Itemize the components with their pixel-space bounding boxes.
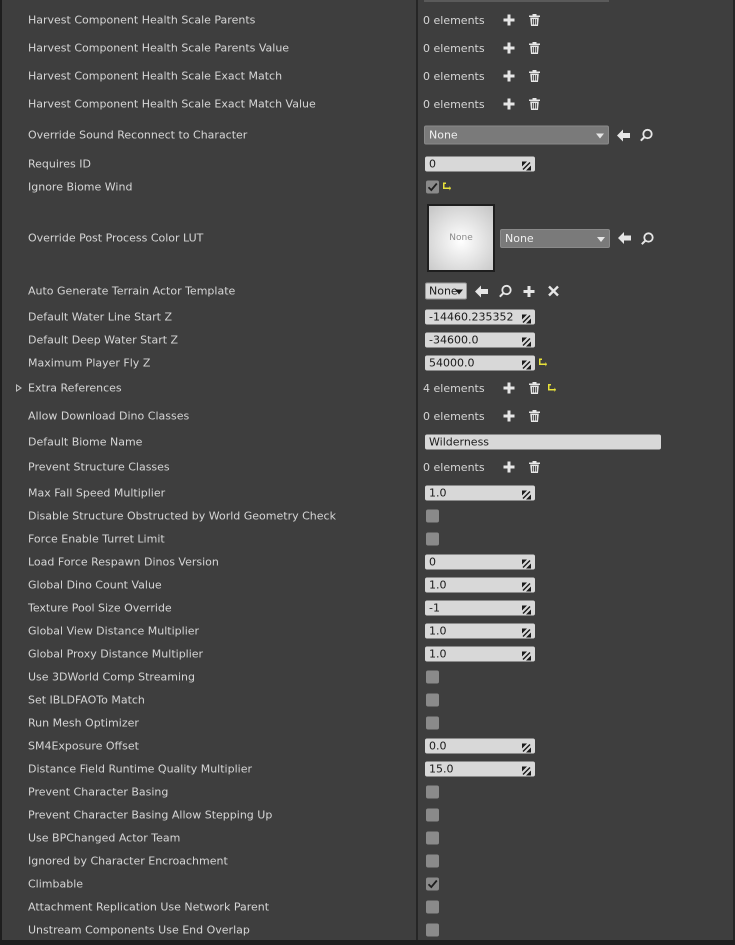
numeric-value: 0.0 [429, 739, 447, 753]
property-label: Default Deep Water Start Z [28, 333, 179, 347]
property-row [2, 124, 733, 146]
property-row [2, 93, 733, 115]
add-element-button[interactable] [501, 40, 517, 56]
property-value [423, 694, 439, 707]
numeric-field[interactable] [425, 762, 535, 777]
asset-dropdown[interactable] [424, 126, 609, 145]
delete-all-button[interactable] [526, 96, 542, 112]
property-label: Auto Generate Terrain Actor Template [28, 284, 236, 298]
drag-handle-icon[interactable] [522, 336, 531, 351]
property-value [423, 786, 439, 799]
property-label: Disable Structure Obstructed by World Geometry Check [28, 509, 336, 523]
property-value [423, 12, 551, 28]
property-row [2, 352, 733, 374]
property-row [2, 735, 733, 757]
property-row [2, 666, 733, 688]
dropdown-value: None [429, 284, 458, 298]
property-value [423, 459, 551, 475]
add-element-button[interactable] [501, 459, 517, 475]
property-row [2, 377, 733, 399]
property-value [425, 624, 535, 639]
property-value [425, 333, 535, 348]
property-label: Override Post Process Color LUT [28, 231, 204, 245]
property-label: Climbable [28, 877, 84, 891]
drag-handle-icon[interactable] [522, 558, 531, 573]
property-value [423, 878, 439, 891]
property-row [2, 919, 733, 941]
property-row [2, 827, 733, 849]
property-label: Distance Field Runtime Quality Multiplier [28, 762, 252, 776]
numeric-field[interactable] [425, 356, 535, 371]
property-value [425, 762, 535, 777]
numeric-value: 1.0 [429, 578, 447, 592]
property-label: Ignore Biome Wind [28, 180, 133, 194]
property-value [423, 855, 439, 868]
array-count: 0 elements [423, 13, 485, 27]
browse-button[interactable] [638, 127, 654, 143]
array-count: 0 elements [423, 41, 485, 55]
checkbox-checked[interactable] [426, 878, 439, 891]
numeric-field[interactable] [425, 555, 535, 570]
array-count: 0 elements [423, 460, 485, 474]
checkbox[interactable] [426, 694, 439, 707]
property-value [423, 924, 439, 937]
delete-all-button[interactable] [526, 68, 542, 84]
property-value [425, 555, 535, 570]
property-label: Max Fall Speed Multiplier [28, 486, 166, 500]
property-row [2, 482, 733, 504]
numeric-value: 0 [429, 555, 436, 569]
property-label: Global Dino Count Value [28, 578, 162, 592]
checkbox[interactable] [426, 809, 439, 822]
numeric-field[interactable] [425, 601, 535, 616]
numeric-value: 15.0 [429, 762, 454, 776]
use-selected-button[interactable] [615, 127, 631, 143]
add-element-button[interactable] [501, 408, 517, 424]
clear-button[interactable] [545, 283, 561, 299]
add-element-button[interactable] [501, 380, 517, 396]
delete-all-button[interactable] [526, 380, 542, 396]
numeric-field[interactable] [425, 739, 535, 754]
class-dropdown[interactable] [425, 283, 467, 300]
property-row [2, 873, 733, 895]
property-label: Use BPChanged Actor Team [28, 831, 181, 845]
drag-handle-icon[interactable] [522, 313, 531, 328]
property-value [425, 578, 535, 593]
property-row [2, 153, 733, 175]
panel-bottom-border [0, 940, 735, 945]
add-element-button[interactable] [501, 96, 517, 112]
numeric-value: 54000.0 [429, 356, 475, 370]
delete-all-button[interactable] [526, 408, 542, 424]
property-value [425, 486, 535, 501]
numeric-value: -34600.0 [429, 333, 479, 347]
property-row [2, 781, 733, 803]
property-row [2, 712, 733, 734]
property-row [2, 65, 733, 87]
property-value [423, 533, 439, 546]
property-value [423, 380, 556, 396]
property-value [423, 809, 439, 822]
use-selected-button[interactable] [473, 283, 489, 299]
checkbox-checked[interactable] [426, 181, 439, 194]
property-value [423, 96, 551, 112]
checkbox[interactable] [426, 855, 439, 868]
chevron-down-icon [597, 237, 605, 242]
numeric-field[interactable] [425, 310, 535, 325]
property-value [424, 126, 663, 145]
checkbox[interactable] [426, 671, 439, 684]
drag-handle-icon[interactable] [522, 765, 531, 780]
numeric-value: -1 [429, 601, 440, 615]
property-row [2, 689, 733, 711]
property-row [2, 176, 733, 198]
property-row [2, 551, 733, 573]
numeric-field[interactable] [425, 486, 535, 501]
property-label: Requires ID [28, 157, 91, 171]
drag-handle-icon[interactable] [522, 627, 531, 642]
property-row [2, 203, 733, 273]
property-value [425, 739, 535, 754]
checkbox[interactable] [426, 786, 439, 799]
property-label: Prevent Character Basing Allow Stepping Up [28, 808, 273, 822]
reset-to-default-icon[interactable] [547, 382, 556, 395]
property-label: Attachment Replication Use Network Parent [28, 900, 270, 914]
dropdown-value: None [505, 231, 534, 245]
numeric-value: 1.0 [429, 486, 447, 500]
drag-handle-icon[interactable] [522, 650, 531, 665]
asset-dropdown[interactable] [500, 229, 610, 248]
add-element-button[interactable] [501, 12, 517, 28]
checkbox[interactable] [426, 510, 439, 523]
property-row [2, 804, 733, 826]
drag-handle-icon[interactable] [522, 581, 531, 596]
property-label: Prevent Structure Classes [28, 460, 170, 474]
reset-to-default-icon[interactable] [538, 357, 547, 370]
property-row [2, 280, 733, 302]
property-row [2, 896, 733, 918]
property-label: Default Biome Name [28, 435, 143, 449]
property-row [2, 643, 733, 665]
reset-to-default-icon[interactable] [442, 181, 451, 194]
property-value [425, 601, 535, 616]
property-row [2, 329, 733, 351]
property-row [2, 306, 733, 328]
property-label: SM4Exposure Offset [28, 739, 139, 753]
array-count: 0 elements [423, 409, 485, 423]
delete-all-button[interactable] [526, 459, 542, 475]
add-element-button[interactable] [501, 68, 517, 84]
property-row [2, 758, 733, 780]
drag-handle-icon[interactable] [522, 742, 531, 757]
property-label: Override Sound Reconnect to Character [28, 128, 248, 142]
property-row [2, 574, 733, 596]
property-label: Maximum Player Fly Z [28, 356, 151, 370]
checkbox[interactable] [426, 924, 439, 937]
property-value [423, 510, 439, 523]
property-value [423, 901, 439, 914]
property-row [2, 37, 733, 59]
chevron-down-icon [455, 290, 463, 295]
array-count: 0 elements [423, 97, 485, 111]
checkbox[interactable] [426, 901, 439, 914]
property-value [425, 310, 535, 325]
checkbox[interactable] [426, 717, 439, 730]
checkbox[interactable] [426, 533, 439, 546]
property-value [424, 204, 664, 272]
dropdown-value: None [429, 128, 458, 142]
property-label: Texture Pool Size Override [28, 601, 172, 615]
property-row [2, 505, 733, 527]
property-label: Allow Download Dino Classes [28, 409, 190, 423]
property-row [2, 456, 733, 478]
property-label: Unstream Components Use End Overlap [28, 923, 250, 937]
texture-thumbnail[interactable] [427, 204, 495, 272]
property-row [2, 597, 733, 619]
property-row [2, 405, 733, 427]
drag-handle-icon[interactable] [522, 359, 531, 374]
property-row [2, 528, 733, 550]
chevron-down-icon [596, 134, 604, 139]
property-value [423, 832, 439, 845]
expand-arrow-icon[interactable] [16, 384, 22, 392]
property-label: Harvest Component Health Scale Exact Match [28, 69, 283, 83]
property-label: Default Water Line Start Z [28, 310, 173, 324]
property-label: Global Proxy Distance Multiplier [28, 647, 204, 661]
property-value [425, 157, 535, 172]
drag-handle-icon[interactable] [522, 604, 531, 619]
property-value [423, 671, 439, 684]
property-label: Global View Distance Multiplier [28, 624, 200, 638]
checkbox[interactable] [426, 832, 439, 845]
property-label: Load Force Respawn Dinos Version [28, 555, 219, 569]
property-value [425, 647, 535, 662]
property-label: Prevent Character Basing [28, 785, 169, 799]
numeric-field[interactable] [425, 624, 535, 639]
delete-all-button[interactable] [526, 40, 542, 56]
property-value [423, 68, 551, 84]
numeric-field[interactable] [425, 647, 535, 662]
property-label: Set IBLDFAOTo Match [28, 693, 145, 707]
numeric-field[interactable] [425, 333, 535, 348]
drag-handle-icon[interactable] [522, 160, 531, 175]
property-value [423, 181, 451, 194]
drag-handle-icon[interactable] [522, 489, 531, 504]
browse-button[interactable] [497, 283, 513, 299]
text-field[interactable]: Wilderness [425, 435, 661, 450]
property-label: Ignored by Character Encroachment [28, 854, 228, 868]
array-count: 0 elements [423, 69, 485, 83]
property-label: Extra References [28, 381, 122, 395]
property-label: Use 3DWorld Comp Streaming [28, 670, 195, 684]
delete-all-button[interactable] [526, 12, 542, 28]
property-label: Force Enable Turret Limit [28, 532, 165, 546]
property-value [423, 40, 551, 56]
property-value [425, 435, 661, 450]
property-value [425, 283, 570, 300]
property-row [2, 850, 733, 872]
new-button[interactable] [521, 283, 537, 299]
property-row [2, 431, 733, 453]
numeric-value: -14460.235352 [429, 310, 514, 324]
clipped-field-above [424, 0, 609, 2]
property-row [2, 620, 733, 642]
property-label: Harvest Component Health Scale Parents [28, 13, 256, 27]
numeric-field[interactable] [425, 578, 535, 593]
property-value [423, 408, 551, 424]
array-count: 4 elements [423, 381, 485, 395]
thumbnail-label: None [449, 233, 473, 243]
browse-button[interactable] [639, 230, 655, 246]
numeric-value: 1.0 [429, 624, 447, 638]
property-row [2, 9, 733, 31]
property-label: Run Mesh Optimizer [28, 716, 139, 730]
property-value [425, 356, 547, 371]
property-label: Harvest Component Health Scale Parents Value [28, 41, 290, 55]
numeric-value: 0 [429, 157, 436, 171]
use-selected-button[interactable] [616, 230, 632, 246]
numeric-value: 1.0 [429, 647, 447, 661]
property-label: Harvest Component Health Scale Exact Match Value [28, 97, 316, 111]
property-value [423, 717, 439, 730]
numeric-field[interactable] [425, 157, 535, 172]
